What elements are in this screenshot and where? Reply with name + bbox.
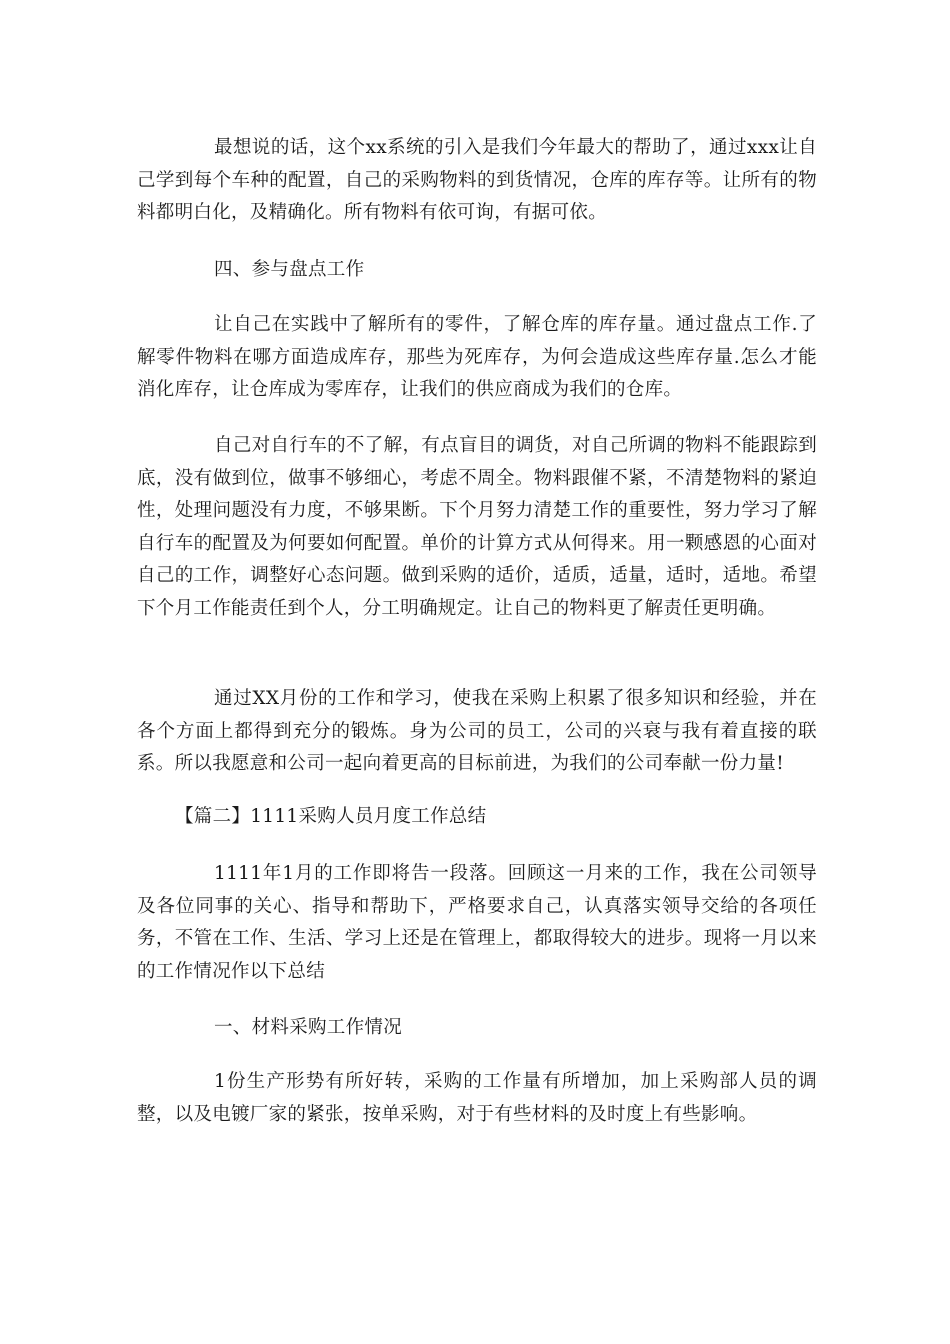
paragraph-shortcomings: 自己对自行车的不了解，有点盲目的调货，对自己所调的物料不能跟踪到底，没有做到位，做事不够细心，考虑不周全。物料跟催不紧，不清楚物料的紧迫性，处理问题没有力度，不够果断。下个月努力清楚工作的重要性，努力学习了解自行车的配置及为何要如何配置。单价的计算方式从何得来。用一颗感恩的心面对自己的工作，调整好心态问题。做到采购的适价，适质，适量，适时，适地。希望下个月工作能责任到个人，分工明确规定。让自己的物料更了解责任更明确。 bbox=[137, 435, 817, 619]
article-title-part-two: 【篇二】1111采购人员月度工作总结 bbox=[175, 806, 487, 827]
paragraph-inventory-work: 让自己在实践中了解所有的零件，了解仓库的库存量。通过盘点工作.了解零件物料在哪方面造成库存，那些为死库存，为何会造成这些库存量.怎么才能消化库存，让仓库成为零库存，让我们的供应商成为我们的仓库。 bbox=[137, 314, 817, 400]
section-heading-material-procurement: 一、材料采购工作情况 bbox=[214, 1017, 403, 1038]
paragraph-system-intro: 最想说的话，这个xx系统的引入是我们今年最大的帮助了，通过xxx让自己学到每个车种的配置，自己的采购物料的到货情况，仓库的库存等。让所有的物料都明白化，及精确化。所有物料有依可询，有据可依。 bbox=[137, 137, 817, 223]
paragraph-material-procurement: 1份生产形势有所好转，采购的工作量有所增加，加上采购部人员的调整，以及电镀厂家的紧张，按单采购，对于有些材料的及时度上有些影响。 bbox=[137, 1071, 817, 1125]
section-heading-inventory: 四、参与盘点工作 bbox=[214, 259, 365, 280]
paragraph-part-two-intro: 1111年1月的工作即将告一段落。回顾这一月来的工作，我在公司领导及各位同事的关心、指导和帮助下，严格要求自己，认真落实领导交给的各项任务，不管在工作、生活、学习上还是在管理上，都取得较大的进步。现将一月以来的工作情况作以下总结 bbox=[137, 863, 817, 982]
paragraph-conclusion: 通过XX月份的工作和学习，使我在采购上积累了很多知识和经验，并在各个方面上都得到充分的锻炼。身为公司的员工，公司的兴衰与我有着直接的联系。所以我愿意和公司一起向着更高的目标前进，为我们的公司奉献一份力量! bbox=[137, 688, 817, 774]
